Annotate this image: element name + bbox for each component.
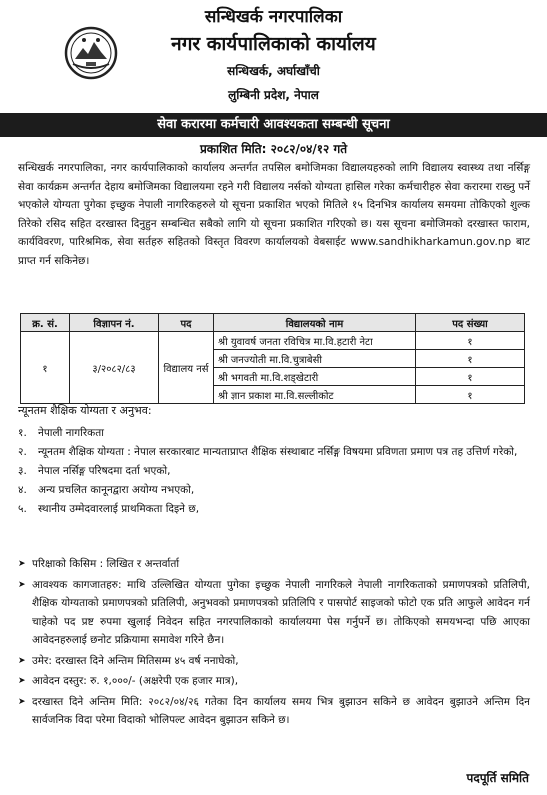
list-item-number: ३. xyxy=(18,465,27,477)
list-item-text: न्यूनतम शैक्षिक योग्यता : नेपाल सरकारबाट मान्यताप्राप्त शैक्षिक संस्थाबाट नर्सिङ्ग विषयमा प्रविणता प्रमाण पत्र तह उत्तिर्ण गरेको, xyxy=(38,446,518,458)
list-item-text: अन्य प्रचलित कानूनद्वारा अयोग्य नभएको, xyxy=(38,484,195,496)
list-item-number: २. xyxy=(18,446,27,458)
published-date: प्रकाशित मिति: २०८२/०४/१२ गते xyxy=(199,142,348,156)
address-line-1: सन्धिखर्क, अर्घाखाँची xyxy=(227,64,320,78)
list-item-text: नेपाल नर्सिङ्ग परिषदमा दर्ता भएको, xyxy=(38,465,171,477)
col-serial-header: क्र. सं. xyxy=(21,314,70,332)
list-item-number: ५. xyxy=(18,503,27,515)
qualifications-title: न्यूनतम शैक्षिक योग्यता र अनुभव: xyxy=(18,404,152,417)
bullet-icon: ➤ xyxy=(18,696,26,707)
address-line-2: लुम्बिनी प्रदेश, नेपाल xyxy=(228,88,319,102)
list-item-text: दरखास्त दिने अन्तिम मिति: २०८२/०४/२६ गतेका दिन कार्यालय समय भित्र बुझाउन सकिने छ आवेदन बुझाउने अन्तिम दिन सार्वजनिक विदा परेमा विदाको भोलिपल्ट आवेदन बुझाउन सकिने छ। xyxy=(32,695,530,726)
school-name-cell: श्री जनज्योती मा.वि.चुत्राबेसी xyxy=(214,350,416,368)
list-item-text: उमेर: दरखास्त दिने अन्तिम मितिसम्म ४५ वर्ष ननाघेको, xyxy=(32,654,239,667)
bullet-icon: ➤ xyxy=(18,676,26,686)
post-cell: विद्यालय नर्स xyxy=(159,332,214,404)
post-count-cell: १ xyxy=(416,368,525,386)
list-item-text: आवेदन दस्तुर: रु. १,०००/- (अक्षरेपी एक हजार मात्र), xyxy=(32,675,239,687)
list-item-text: परिक्षाको किसिम : लिखित र अन्तर्वार्ता xyxy=(32,558,180,570)
bullet-icon: ➤ xyxy=(18,559,26,569)
col-school-header: विद्यालयको नाम xyxy=(214,314,416,332)
signature-committee: पदपूर्ति समिति xyxy=(466,771,529,785)
list-item xyxy=(18,693,530,730)
bullet-icon: ➤ xyxy=(18,579,26,590)
list-item-number: १. xyxy=(18,427,27,439)
intro-paragraph: सन्धिखर्क नगरपालिका, नगर कार्यपालिकाको कार्यालय अन्तर्गत तपसिल बमोजिमका विद्यालयहरुको लागि विद्यालय स्वास्थ्य तथा नर्सिङ्ग सेवा कार्यक्रम अन्तर्गत देहाय बमोजिमका विद्यालयमा रहने गरी विद्यालय नर्सको योग्यता हासिल गरेका कर्मचारीहरु सेवा करारमा राख्नु पर्ने भएकोले योग्यता पुगेका इच्छुक नेपाली नागरिकहरुले यो सूचना प्रकाशित भएको मितिले १५ दिनभित्र कार्यालय समयमा तोकिएको शुल्क तिरेको रसिद सहित दरखास्त दिनुहुन सम्बन्धित सबैको लागि यो सूचना प्रकाशित गरिएको छ। यस सूचना बमोजिमको दरखास्त फाराम, कार्यविवरण, पारिश्रमिक, सेवा सर्तहरु सहितको विस्तृत विवरण कार्यालयको वेबसाईट www.sandhikharkamun.gov.np बाट प्राप्त गर्न सकिनेछ। xyxy=(18,162,530,267)
list-item xyxy=(18,462,530,481)
school-name-cell: श्री युवावर्ष जनता रविचित्र मा.वि.हटारी नेटा xyxy=(214,332,416,350)
list-item-text: आवश्यक कागजातहरु: माथि उल्लिखित योग्यता पुगेका इच्छुक नेपाली नागरिकले नेपाली नागरिकताको प्रमाणपत्रको प्रतिलिपी, शैक्षिक योग्यताको प्रमाणपत्रको प्रतिलिपी, अनुभवको प्रमाणपत्रको प्रतिलिपि र पासपोर्ट साइजको फोटो एक प्रति आफुले आवेदन गर्न चाहेको पद प्रष्ट रुपमा खुलाई निवेदन सहित नगरपालिकाको कार्यालयमा पेस गर्नुपर्ने छ। तोकिएको समयभन्दा पछि आएका आवेदनहरुलाई छनोट प्रक्रियामा समावेश गरिने छैन। xyxy=(32,578,530,646)
list-item-text: स्थानीय उम्मेदवारलाई प्राथमिकता दिइने छ, xyxy=(38,503,200,515)
list-item-number: ४. xyxy=(18,484,27,496)
list-item xyxy=(18,652,530,671)
col-ad-no-header: विज्ञापन नं. xyxy=(70,314,159,332)
school-name-cell: श्री भगवती मा.वि.शड्खेटारी xyxy=(214,368,416,386)
list-item xyxy=(18,500,530,519)
office-name: नगर कार्यपालिकाको कार्यालय xyxy=(171,33,376,55)
post-count-cell: १ xyxy=(416,386,525,404)
list-item-text: नेपाली नागरिकता xyxy=(38,427,104,439)
qualifications-list xyxy=(18,424,530,519)
list-item xyxy=(18,576,530,650)
post-count-cell: १ xyxy=(416,332,525,350)
list-item xyxy=(18,672,530,691)
table-row xyxy=(21,332,525,350)
list-item xyxy=(18,424,530,443)
notice-title: सेवा करारमा कर्मचारी आवश्यकता सम्बन्धी सूचना xyxy=(0,113,547,137)
serial-cell: १ xyxy=(21,332,70,404)
list-item xyxy=(18,555,530,574)
vacancy-table xyxy=(20,313,525,404)
bullet-icon: ➤ xyxy=(18,655,26,666)
post-count-cell: १ xyxy=(416,350,525,368)
col-post-header: पद xyxy=(159,314,214,332)
letterhead xyxy=(0,0,547,110)
municipality-name: सन्धिखर्क नगरपालिका xyxy=(204,7,343,27)
ad-no-cell: ३/२०८२/८३ xyxy=(70,332,159,404)
conditions-list xyxy=(18,555,530,732)
school-name-cell: श्री ज्ञान प्रकाश मा.वि.सल्लीकोट xyxy=(214,386,416,404)
list-item xyxy=(18,443,530,462)
list-item xyxy=(18,481,530,500)
col-count-header: पद संख्या xyxy=(416,314,525,332)
